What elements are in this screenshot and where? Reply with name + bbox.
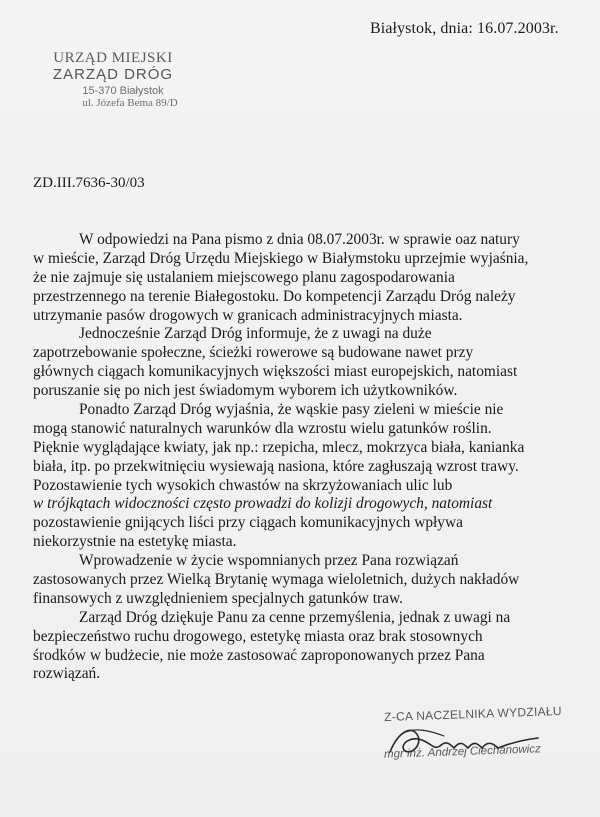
place-date: Białystok, dnia: 16.07.2003r. [370, 20, 559, 37]
body-line: poruszanie się po nich jest świadomym wyborem ich użytkowników. [33, 382, 458, 400]
signature-title-stamp: Z-CA NACZELNIKA WYDZIAŁU [383, 703, 563, 725]
body-line: pozostawienie gnijących liści przy ciągach komunikacyjnych wpływa [33, 514, 463, 532]
body-line: w trójkątach widoczności często prowadzi do kolizji drogowych, natomiast [33, 495, 493, 513]
body-line: W odpowiedzi na Pana pismo z dnia 08.07.2003r. w sprawie oaz natury [79, 231, 520, 248]
stamp-office-name: URZĄD MIEJSKI [53, 50, 173, 66]
body-line: Pięknie wyglądające kwiaty, jak np.: rzepicha, mlecz, mokrzyca biała, kanianka [33, 438, 525, 456]
body-line: głównych ciągach komunikacyjnych większości miast europejskich, natomiast [33, 363, 518, 381]
body-line: przestrzennego na terenie Białegostoku. Do kompetencji Zarządu Dróg należy [33, 287, 516, 305]
body-line: zapotrzebowanie społeczne, ścieżki rowerowe są budowane nawet przy [33, 344, 474, 362]
body-line: że nie zajmuje się ustalaniem miejscowego planu zagospodarowania [33, 268, 455, 286]
body-line: mogą stanowić naturalnych warunków dla wzrostu wielu gatunków roślin. [33, 419, 492, 437]
body-line: niekorzystnie na estetykę miasta. [33, 533, 237, 551]
body-line: finansowych z uwzględnieniem specjalnych gatunków traw. [33, 589, 403, 607]
handwritten-signature [370, 710, 570, 770]
stamp-street-address: ul. Józefa Bema 89/D [82, 97, 178, 109]
body-line: zastosowanych przez Wielką Brytanię wymaga wieloletnich, dużych nakładów [33, 571, 520, 589]
body-line: Zarząd Dróg dziękuje Panu za cenne przemyślenia, jednak z uwagi na [79, 608, 511, 626]
body-line: Ponadto Zarząd Dróg wyjaśnia, że wąskie pasy zieleni w mieście nie [79, 401, 504, 419]
stamp-department-name: ZARZĄD DRÓG [52, 66, 174, 83]
office-stamp [38, 50, 188, 109]
body-line: Wprowadzenie w życie wspomnianych przez Pana rozwiązań [79, 552, 459, 570]
stamp-postal-city: 15-370 Białystok [82, 85, 164, 97]
letter-body [33, 231, 573, 684]
body-line: utrzymanie pasów drogowych w granicach administracyjnych miasta. [33, 306, 463, 324]
body-line: bezpieczeństwo ruchu drogowego, estetykę miasta oraz brak stosownych [33, 627, 483, 645]
signature-name-stamp: mgr inż. Andrzej Ciechanowicz [383, 743, 541, 761]
body-line: rozwiązań. [33, 665, 101, 683]
body-line: w mieście, Zarząd Dróg Urzędu Miejskiego w Białymstoku uprzejmie wyjaśnia, [33, 249, 529, 267]
body-line: Jednocześnie Zarząd Dróg informuje, że z uwagi na duże [79, 325, 432, 343]
body-line: Pozostawienie tych wysokich chwastów na skrzyżowaniach ulic lub [33, 476, 453, 494]
body-line: biała, itp. po przekwitnięciu wysiewają nasiona, które zagłuszają wzrost trawy. [33, 457, 519, 475]
reference-number: ZD.III.7636-30/03 [33, 175, 145, 191]
body-line: środków w budżecie, nie może zastosować zaproponowanych przez Pana [33, 646, 485, 664]
